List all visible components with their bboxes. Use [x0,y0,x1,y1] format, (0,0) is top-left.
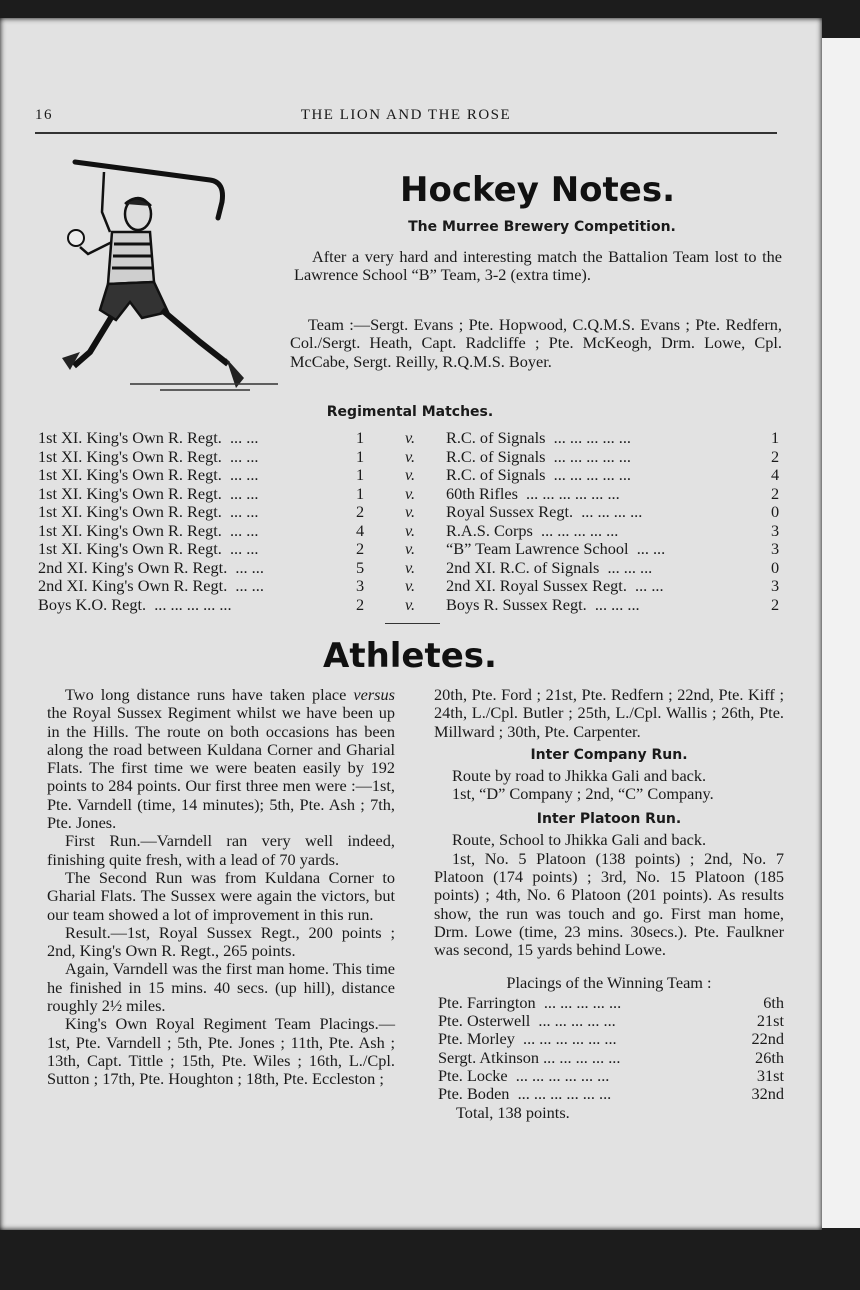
away-score: 3 [771,576,780,595]
team-placings-paragraph: King's Own Royal Regiment Team Placings.—1st, Pte. Varndell ; 5th, Pte. Jones ; 11th, Pte. Ash ; 13th, Capt. Tittle ; 15th, Pte. Wiles ; 16th, L./Cpl. Sutton ; 17th, Pte. Houghton ; 18th, Pte. Eccleston ; [47,1014,395,1089]
away-team: Royal Sussex Regt. ... ... ... ... [446,502,643,521]
versus-label: v. [405,483,416,503]
away-score: 0 [771,557,780,577]
match-row [38,559,783,578]
placing-row [434,994,784,1012]
placing-row [434,1049,784,1067]
home-team: Boys K.O. Regt. ... ... ... ... ... [38,594,232,614]
home-team: 1st XI. King's Own R. Regt. ... ... [38,502,259,521]
runner-place: 22nd [751,1029,784,1049]
inter-platoon-heading: Inter Platoon Run. [536,811,682,828]
runner-place: 32nd [751,1084,784,1104]
varndell-paragraph: Again, Varndell was the first man home. This time he finished in 15 mins. 40 secs. (up hill), distance roughly 2½ miles. [47,959,395,1016]
away-score: 0 [771,502,780,521]
runner-place: 31st [756,1066,784,1086]
winning-team-placings [434,994,784,1104]
placings-heading: Placings of the Winning Team : [506,972,712,992]
runner-name: Sergt. Atkinson ... ... ... ... ... [438,1047,621,1067]
page-number: 16 [35,107,53,123]
match-row [38,540,783,559]
first-run-paragraph: First Run.—Varndell ran very well indeed, finishing quite fresh, with a lead of 70 yards. [47,831,395,869]
home-team: 2nd XI. King's Own R. Regt. ... ... [38,557,264,577]
versus-label: v. [405,557,416,577]
regimental-matches-heading: Regimental Matches. [326,404,494,420]
match-report: After a very hard and interesting match the Battalion Team lost to the Lawrence School “B” Team, 3-2 (extra time). [294,247,782,285]
placing-row [434,1012,784,1030]
away-score: 2 [771,594,780,614]
home-team: 1st XI. King's Own R. Regt. ... ... [38,465,259,484]
versus-label: v. [405,594,416,614]
home-team: 1st XI. King's Own R. Regt. ... ... [38,446,259,466]
runner-place: 26th [755,1047,784,1067]
runner-name: Pte. Locke ... ... ... ... ... ... [438,1066,610,1086]
away-score: 3 [771,539,780,558]
page-header [35,105,777,129]
second-run-paragraph: The Second Run was from Kuldana Corner to Gharial Flats. The Sussex were again the victors, but our team showed a lot of improvement in this run. [47,867,395,924]
versus-label: v. [405,446,416,466]
home-team: 1st XI. King's Own R. Regt. ... ... [38,520,259,540]
inter-company-heading: Inter Company Run. [530,746,688,763]
regimental-matches-table [38,429,783,614]
runner-name: Pte. Osterwell ... ... ... ... ... [438,1011,616,1031]
home-team: 1st XI. King's Own R. Regt. ... ... [38,539,259,558]
runner-name: Pte. Morley ... ... ... ... ... ... [438,1029,617,1049]
long-distance-runs-paragraph: Two long distance runs have taken place versus the Royal Sussex Regiment whilst we have been up in the Hills. The route on both occasions has been along the road between Kuldana Corner and Gharial Flats. The first time we were beaten easily by 192 points to 284 points. Our first three men were :—1st, Pte. Varndell (time, 14 minutes); 5th, Pte. Ash ; 7th, Pte. Jones. [47,685,395,833]
company-route: Route by road to Jhikka Gali and back. [452,765,707,785]
runner-name: Pte. Boden ... ... ... ... ... ... [438,1084,612,1104]
total-points: Total, 138 points. [456,1102,570,1122]
placing-row [434,1085,784,1103]
versus-label: v. [405,520,416,540]
hockey-notes-title: Hockey Notes. [400,170,676,210]
home-score: 3 [356,576,365,595]
away-team: R.A.S. Corps ... ... ... ... ... [446,520,619,540]
platoon-route: Route, School to Jhikka Gali and back. [452,830,707,850]
away-score: 4 [771,465,780,484]
home-team: 1st XI. King's Own R. Regt. ... ... [38,483,259,503]
home-score: 1 [356,483,365,503]
result-paragraph: Result.—1st, Royal Sussex Regt., 200 points ; 2nd, King's Own R. Regt., 265 points. [47,922,395,961]
header-rule [35,132,777,134]
home-team: 2nd XI. King's Own R. Regt. ... ... [38,576,264,595]
versus-label: v. [405,428,416,447]
away-team: Boys R. Sussex Regt. ... ... ... [446,594,640,614]
versus-label: v. [405,465,416,484]
away-score: 1 [771,428,780,447]
versus-label: v. [405,539,416,558]
hockey-player-illustration [50,152,290,402]
away-team: “B” Team Lawrence School ... ... [446,539,666,558]
platoon-result: 1st, No. 5 Platoon (138 points) ; 2nd, No. 7 Platoon (174 points) ; 3rd, No. 15 Platoon (185 points) ; 4th, No. 6 Platoon (201 points). As results show, the run was touch and go. First man home, Drm. Lowe (time, 23 mins. 30secs.). Pte. Faulkner was second, 15 yards behind Lowe. [434,848,784,960]
home-score: 4 [356,520,365,540]
match-row [38,485,783,504]
home-score: 2 [356,502,365,521]
placing-row [434,1030,784,1048]
home-score: 1 [356,465,365,484]
runner-place: 6th [763,992,784,1012]
running-title: THE LION AND THE ROSE [300,107,512,123]
away-score: 2 [771,446,780,466]
section-divider [385,623,440,624]
home-team: 1st XI. King's Own R. Regt. ... ... [38,428,259,447]
match-row [38,503,783,522]
away-team: 2nd XI. Royal Sussex Regt. ... ... [446,576,664,595]
match-row [38,596,783,615]
home-score: 2 [356,594,365,614]
home-score: 1 [356,428,365,447]
next-page-edge [822,38,860,1228]
placing-row [434,1067,784,1085]
team-list: Team :—Sergt. Evans ; Pte. Hopwood, C.Q.M.S. Evans ; Pte. Redfern, Col./Sergt. Heath, Capt. Radcliffe ; Pte. McKeogh, Drm. Lowe, Cpl. McCabe, Sergt. Reilly, R.Q.M.S. Boyer. [290,315,782,371]
runner-place: 21st [756,1011,784,1031]
company-result: 1st, “D” Company ; 2nd, “C” Company. [452,784,714,804]
away-team: R.C. of Signals ... ... ... ... ... [446,446,631,466]
athletes-right-column [434,686,784,1122]
home-score: 2 [356,539,365,558]
versus-label: v. [405,502,416,521]
placings-continued: 20th, Pte. Ford ; 21st, Pte. Redfern ; 22nd, Pte. Kiff ; 24th, L./Cpl. Butler ; 25th, L./Cpl. Wallis ; 26th, Pte. Millward ; 30th, Pte. Carpenter. [434,685,784,741]
away-score: 2 [771,483,780,503]
match-row [38,577,783,596]
match-row [38,429,783,448]
away-team: R.C. of Signals ... ... ... ... ... [446,465,631,484]
match-row [38,466,783,485]
away-score: 3 [771,520,780,540]
home-score: 5 [356,557,365,577]
match-row [38,448,783,467]
athletes-left-column [47,686,395,1089]
away-team: R.C. of Signals ... ... ... ... ... [446,428,631,447]
away-team: 2nd XI. R.C. of Signals ... ... ... [446,557,653,577]
match-row [38,522,783,541]
runner-name: Pte. Farrington ... ... ... ... ... [438,992,622,1012]
versus-label: v. [405,576,416,595]
home-score: 1 [356,446,365,466]
athletes-title: Athletes. [323,636,497,676]
hockey-ball-icon [68,230,84,246]
away-team: 60th Rifles ... ... ... ... ... ... [446,483,620,503]
competition-heading: The Murree Brewery Competition. [408,219,676,235]
